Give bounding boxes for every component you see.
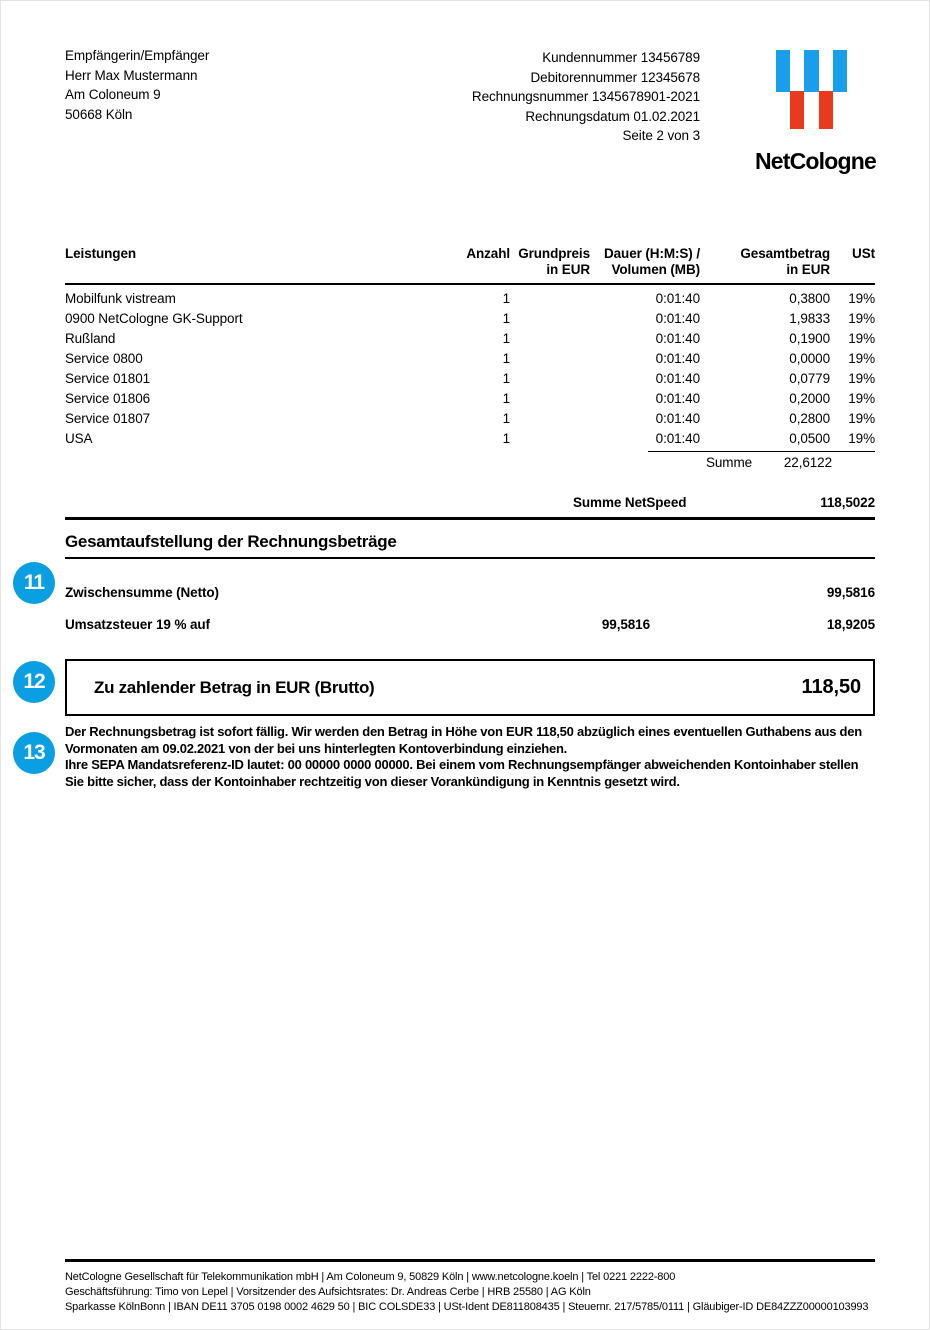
service-name: Mobilfunk vistream <box>65 290 176 306</box>
payment-note-para1: Der Rechnungsbetrag ist sofort fällig. Wir werden den Betrag in Höhe von EUR 118,50 abzüglich eines eventuellen Guthabens aus den Vormonaten am 09.02.2021 von der bei uns hinterlegten Kontoverbindung einziehen. <box>65 724 862 756</box>
col-leistungen: Leistungen <box>65 246 137 261</box>
service-anzahl: 1 <box>502 391 510 407</box>
service-anzahl: 1 <box>502 350 510 366</box>
zwischensumme-row <box>65 585 875 600</box>
recipient-address <box>65 46 209 124</box>
service-ust: 19% <box>848 350 875 366</box>
service-name: Rußland <box>65 330 116 346</box>
service-ust: 19% <box>848 431 875 447</box>
service-name: Service 0800 <box>65 350 143 366</box>
service-betrag: 0,3800 <box>789 290 830 306</box>
service-ust: 19% <box>848 310 875 326</box>
logo-bar-red <box>790 91 804 129</box>
debtor-number: Debitorennummer 12345678 <box>530 69 700 85</box>
logo-bar-red <box>819 91 833 129</box>
service-dauer: 0:01:40 <box>655 290 700 306</box>
service-dauer: 0:01:40 <box>655 391 700 407</box>
service-betrag: 0,0000 <box>789 350 830 366</box>
logo-bar-blue <box>833 50 847 92</box>
col-anzahl: Anzahl <box>466 246 510 261</box>
umsatzsteuer-row <box>65 617 875 632</box>
recipient-street: Am Coloneum 9 <box>65 87 161 102</box>
service-anzahl: 1 <box>502 330 510 346</box>
recipient-label: Empfängerin/Empfänger <box>65 48 210 63</box>
col-ust: USt <box>852 246 875 261</box>
table-row <box>65 308 875 328</box>
service-ust: 19% <box>848 370 875 386</box>
invoice-date: Rechnungsdatum 01.02.2021 <box>525 108 700 124</box>
service-dauer: 0:01:40 <box>655 411 700 427</box>
table-row <box>65 328 875 348</box>
recipient-city: 50668 Köln <box>65 106 133 122</box>
service-betrag: 0,1900 <box>789 330 830 346</box>
service-name: USA <box>65 431 93 447</box>
table-row <box>65 288 875 308</box>
callout-badge-11: 11 <box>13 562 55 604</box>
umsatzsteuer-base: 99,5816 <box>601 617 650 632</box>
page-indicator: Seite 2 von 3 <box>622 128 700 143</box>
total-amount-value: 118,50 <box>801 676 861 698</box>
table-row <box>65 368 875 388</box>
footer-line-2: Geschäftsführung: Timo von Lepel | Vorsitzender des Aufsichtsrates: Dr. Andreas Cerbe | HRB 25580 | AG Köln <box>65 1286 591 1298</box>
zwischensumme-value: 99,5816 <box>826 585 875 600</box>
service-name: Service 01806 <box>65 391 151 407</box>
callout-badge-13: 13 <box>13 732 55 774</box>
totals-section <box>65 531 875 716</box>
service-dauer: 0:01:40 <box>655 350 700 366</box>
table-row <box>65 429 875 449</box>
payment-note <box>65 724 877 790</box>
services-table-header <box>65 246 875 285</box>
netcologne-logo <box>745 50 876 175</box>
table-row <box>65 409 875 429</box>
service-anzahl: 1 <box>502 370 510 386</box>
netspeed-sum-value: 118,5022 <box>820 494 875 510</box>
service-name: Service 01801 <box>65 370 151 386</box>
service-betrag: 0,0779 <box>789 370 830 386</box>
footer-line-1: NetCologne Gesellschaft für Telekommunikation mbH | Am Coloneum 9, 50829 Köln | www.netcologne.koeln | Tel 0221 2222-800 <box>65 1271 676 1283</box>
page-footer <box>65 1259 875 1315</box>
service-dauer: 0:01:40 <box>655 370 700 386</box>
logo-bars-icon <box>776 50 876 129</box>
customer-number: Kundennummer 13456789 <box>542 50 700 65</box>
col-dauer-volumen: Dauer (H:M:S) / Volumen (MB) <box>604 246 700 277</box>
services-table <box>65 246 875 520</box>
service-betrag: 0,0500 <box>789 431 830 447</box>
service-ust: 19% <box>848 411 875 427</box>
services-table-body <box>65 285 875 449</box>
service-anzahl: 1 <box>502 431 510 447</box>
service-name: Service 01807 <box>65 411 151 427</box>
umsatzsteuer-value: 18,9205 <box>826 617 875 632</box>
service-betrag: 0,2000 <box>789 391 830 407</box>
total-amount-label: Zu zahlender Betrag in EUR (Brutto) <box>94 677 375 697</box>
invoice-meta <box>472 48 700 146</box>
callout-badge-12: 12 <box>13 661 55 703</box>
recipient-name: Herr Max Mustermann <box>65 67 198 83</box>
totals-heading: Gesamtaufstellung der Rechnungsbeträge <box>65 531 875 559</box>
logo-bar-blue <box>776 50 790 92</box>
service-dauer: 0:01:40 <box>655 330 700 346</box>
service-ust: 19% <box>848 391 875 407</box>
service-ust: 19% <box>848 290 875 306</box>
table-row <box>65 348 875 368</box>
service-anzahl: 1 <box>502 310 510 326</box>
service-name: 0900 NetCologne GK-Support <box>65 310 243 326</box>
section-divider <box>65 517 875 520</box>
table-row <box>65 388 875 408</box>
netspeed-sum-row <box>65 495 875 510</box>
umsatzsteuer-label: Umsatzsteuer 19 % auf <box>65 617 210 632</box>
col-gesamtbetrag: Gesamtbetrag in EUR <box>740 246 830 277</box>
payment-note-para2: Ihre SEPA Mandatsreferenz-ID lautet: 00 00000 0000 00000. Bei einem vom Rechnungsempfänger abweichenden Kontoinhaber stellen Sie bitte sicher, dass der Kontoinhaber rechtzeitig von dieser Vorankündigung in Kenntnis gesetzt wird. <box>65 757 859 789</box>
service-anzahl: 1 <box>502 411 510 427</box>
service-ust: 19% <box>848 330 875 346</box>
service-betrag: 1,9833 <box>789 310 830 326</box>
subtotal-value: 22,6122 <box>783 454 832 470</box>
subtotal-label: Summe <box>706 454 753 470</box>
service-dauer: 0:01:40 <box>655 431 700 447</box>
footer-line-3: Sparkasse KölnBonn | IBAN DE11 3705 0198 0002 4629 50 | BIC COLSDE33 | USt-Ident DE811808435 | Steuernr. 217/5785/0111 | Gläubiger-ID DE84ZZZ00000103993 <box>65 1301 869 1313</box>
service-dauer: 0:01:40 <box>655 310 700 326</box>
logo-wordmark: NetCologne <box>754 148 876 174</box>
subtotal-row <box>648 451 875 470</box>
service-betrag: 0,2800 <box>789 411 830 427</box>
col-grundpreis: Grundpreis in EUR <box>518 246 590 277</box>
netspeed-sum-label: Summe NetSpeed <box>573 494 687 510</box>
invoice-number: Rechnungsnummer 1345678901-2021 <box>471 89 700 104</box>
zwischensumme-label: Zwischensumme (Netto) <box>65 585 219 600</box>
service-anzahl: 1 <box>502 290 510 306</box>
logo-bar-blue <box>804 50 818 92</box>
total-amount-box <box>65 659 875 716</box>
